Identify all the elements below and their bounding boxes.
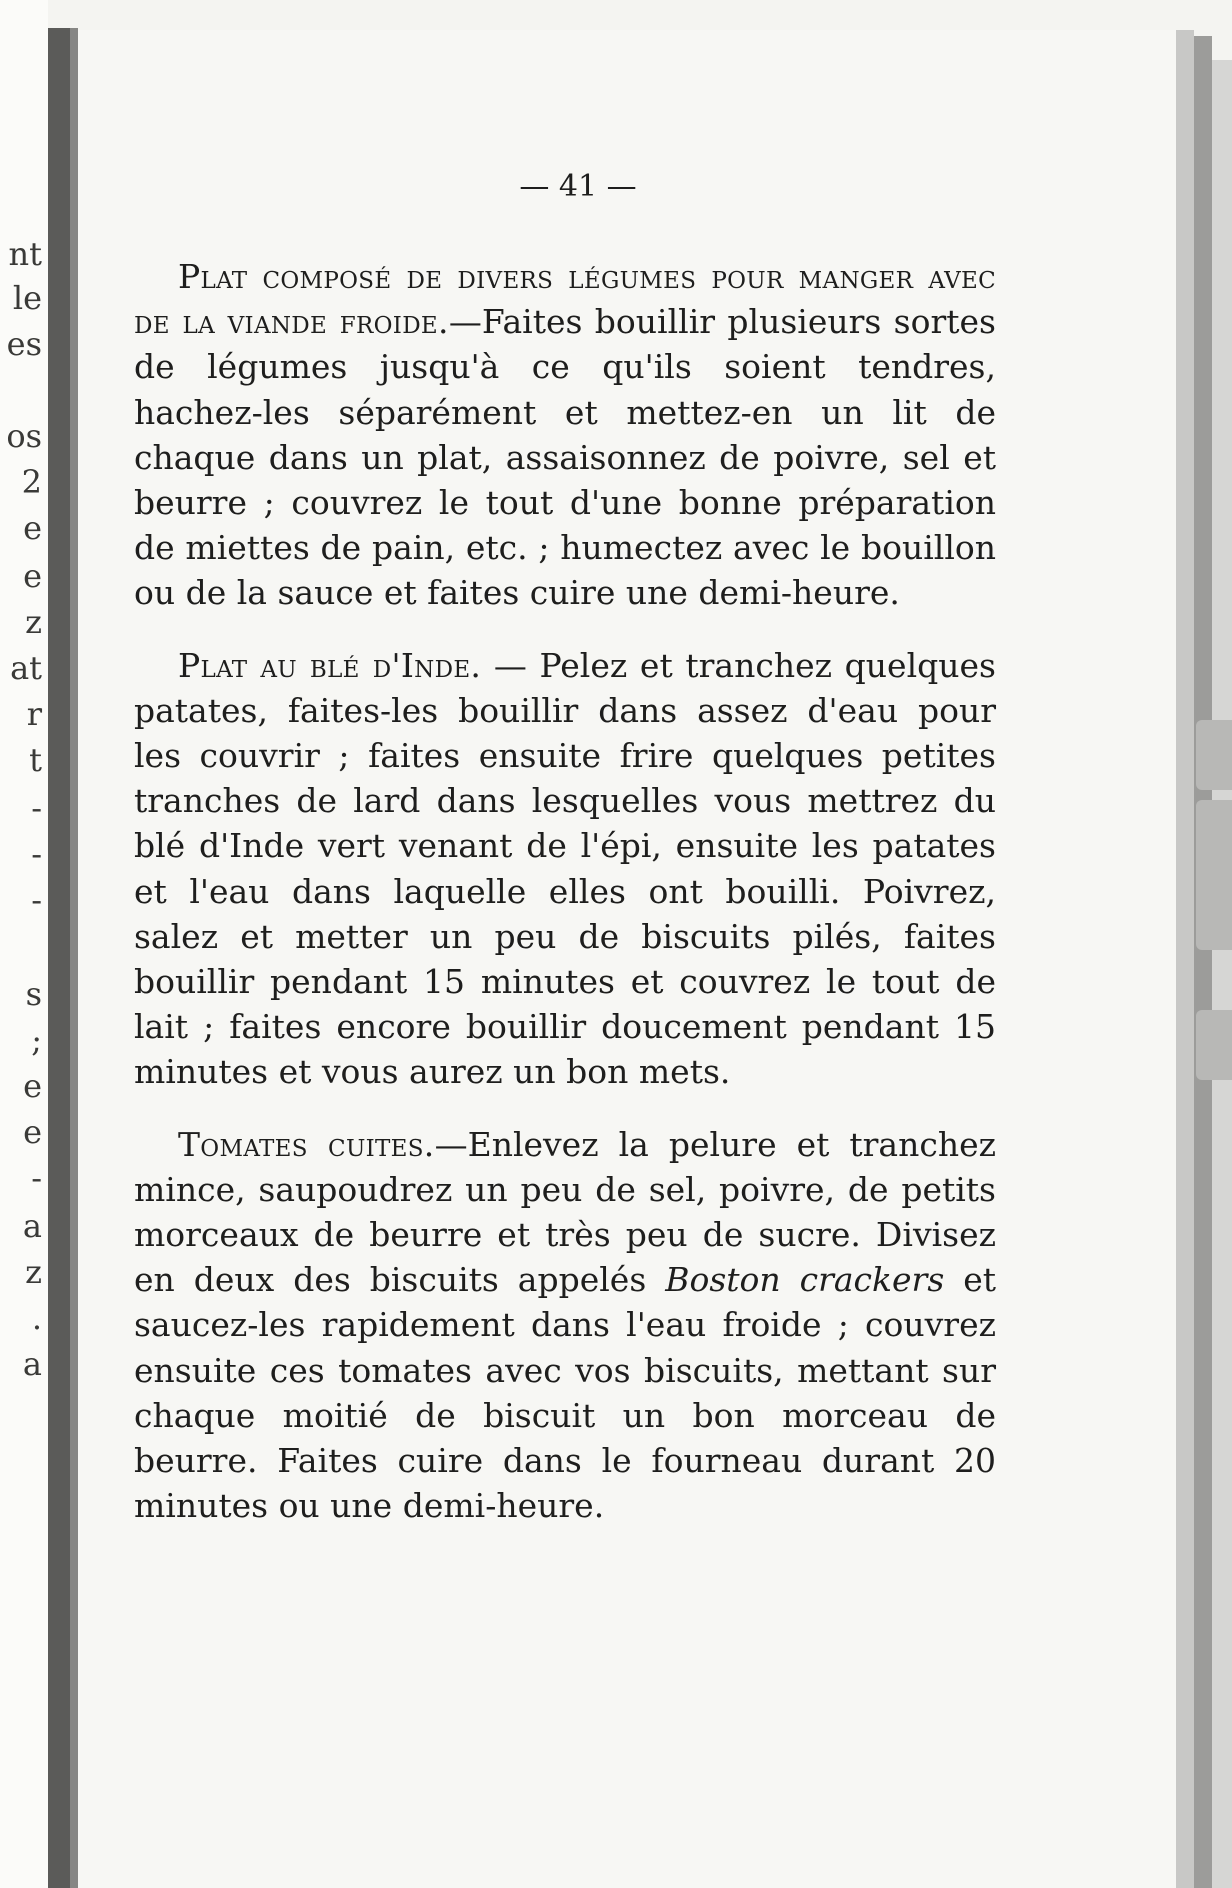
recipe-paragraph (134, 1122, 996, 1529)
prev-page-fragment: . (31, 1299, 42, 1337)
prev-page-fragment: e (23, 509, 42, 547)
page-tab (1196, 800, 1232, 950)
prev-page-fragment: le (12, 279, 42, 317)
previous-page-edge (0, 0, 48, 1888)
prev-page-fragment: a (22, 1207, 42, 1245)
prev-page-fragment: e (23, 557, 42, 595)
page-tab (1196, 1010, 1232, 1080)
recipe-body: et saucez-les rapidement dans l'eau froide ; couvrez ensuite ces tomates avec vos biscuits, mettant sur chaque moitié de biscuit un bon morceau de beurre. Faites cuire dans le fourneau durant 20 minutes ou une demi-heure. (134, 1260, 997, 1526)
recipe-paragraph (134, 254, 996, 616)
recipe-heading: Tomates cuites. (178, 1124, 435, 1164)
prev-page-fragment: z (25, 603, 42, 641)
page-edge-shadow (1194, 36, 1212, 1888)
prev-page-fragment: at (10, 649, 42, 687)
prev-page-fragment: e (23, 1067, 42, 1105)
recipe-heading: Plat composé de divers légumes pour manger avec de la viande froide. (134, 257, 996, 342)
page-edge (1176, 30, 1194, 1888)
prev-page-fragment: os (6, 417, 42, 455)
prev-page-fragment: - (31, 835, 42, 873)
recipe-paragraph (134, 643, 996, 1095)
prev-page-fragment: t (29, 741, 42, 779)
prev-page-fragment: r (26, 695, 42, 733)
page-text (134, 169, 997, 1555)
prev-page-fragment: nt (8, 235, 42, 273)
recipe-italic-term: Boston crackers (665, 1260, 945, 1300)
page-edge-outer (1212, 60, 1232, 1888)
prev-page-fragment: a (22, 1345, 42, 1383)
prev-page-fragment: z (25, 1253, 42, 1291)
prev-page-fragment: es (6, 325, 42, 363)
prev-page-fragment: 2 (21, 463, 42, 501)
recipe-body: —Enlevez la pelure et tranchez mince, saupoudrez un peu de sel, poivre, de petits morceaux de beurre et très peu de sucre. Divisez en deux des biscuits appelés (134, 1124, 997, 1300)
recipe-body: —Faites bouillir plusieurs sortes de légumes jusqu'à ce qu'ils soient tendres, hachez-les séparément et mettez-en un lit de chaque dans un plat, assaisonnez de poivre, sel et beurre ; couvrez le tout d'une bonne préparation de miettes de pain, etc. ; humectez avec le bouillon ou de la sauce et faites cuire une demi-heure. (134, 302, 996, 613)
page-tab (1196, 720, 1232, 790)
prev-page-fragment: s (25, 975, 42, 1013)
prev-page-fragment: e (23, 1113, 42, 1151)
recipe-body: — Pelez et tranchez quelques patates, faites-les bouillir dans assez d'eau pour les couvrir ; faites ensuite frire quelques petites tranches de lard dans lesquelles vous mettrez du blé d'Inde vert venant de l'épi, ensuite les patates et l'eau dans laquelle elles ont bouilli. Poivrez, salez et metter un peu de biscuits pilés, faites bouillir pendant 15 minutes et couvrez le tout de lait ; faites encore bouillir doucement pendant 15 minutes et vous aurez un bon mets. (134, 645, 996, 1092)
prev-page-fragment: - (31, 789, 42, 827)
prev-page-fragment: - (31, 1159, 42, 1197)
prev-page-fragment: - (31, 881, 42, 919)
recipe-heading: Plat au blé d'Inde. (178, 645, 482, 685)
prev-page-fragment: ; (31, 1021, 42, 1059)
book-gutter-shadow (70, 28, 78, 1888)
page-number: — 41 — (519, 169, 637, 204)
